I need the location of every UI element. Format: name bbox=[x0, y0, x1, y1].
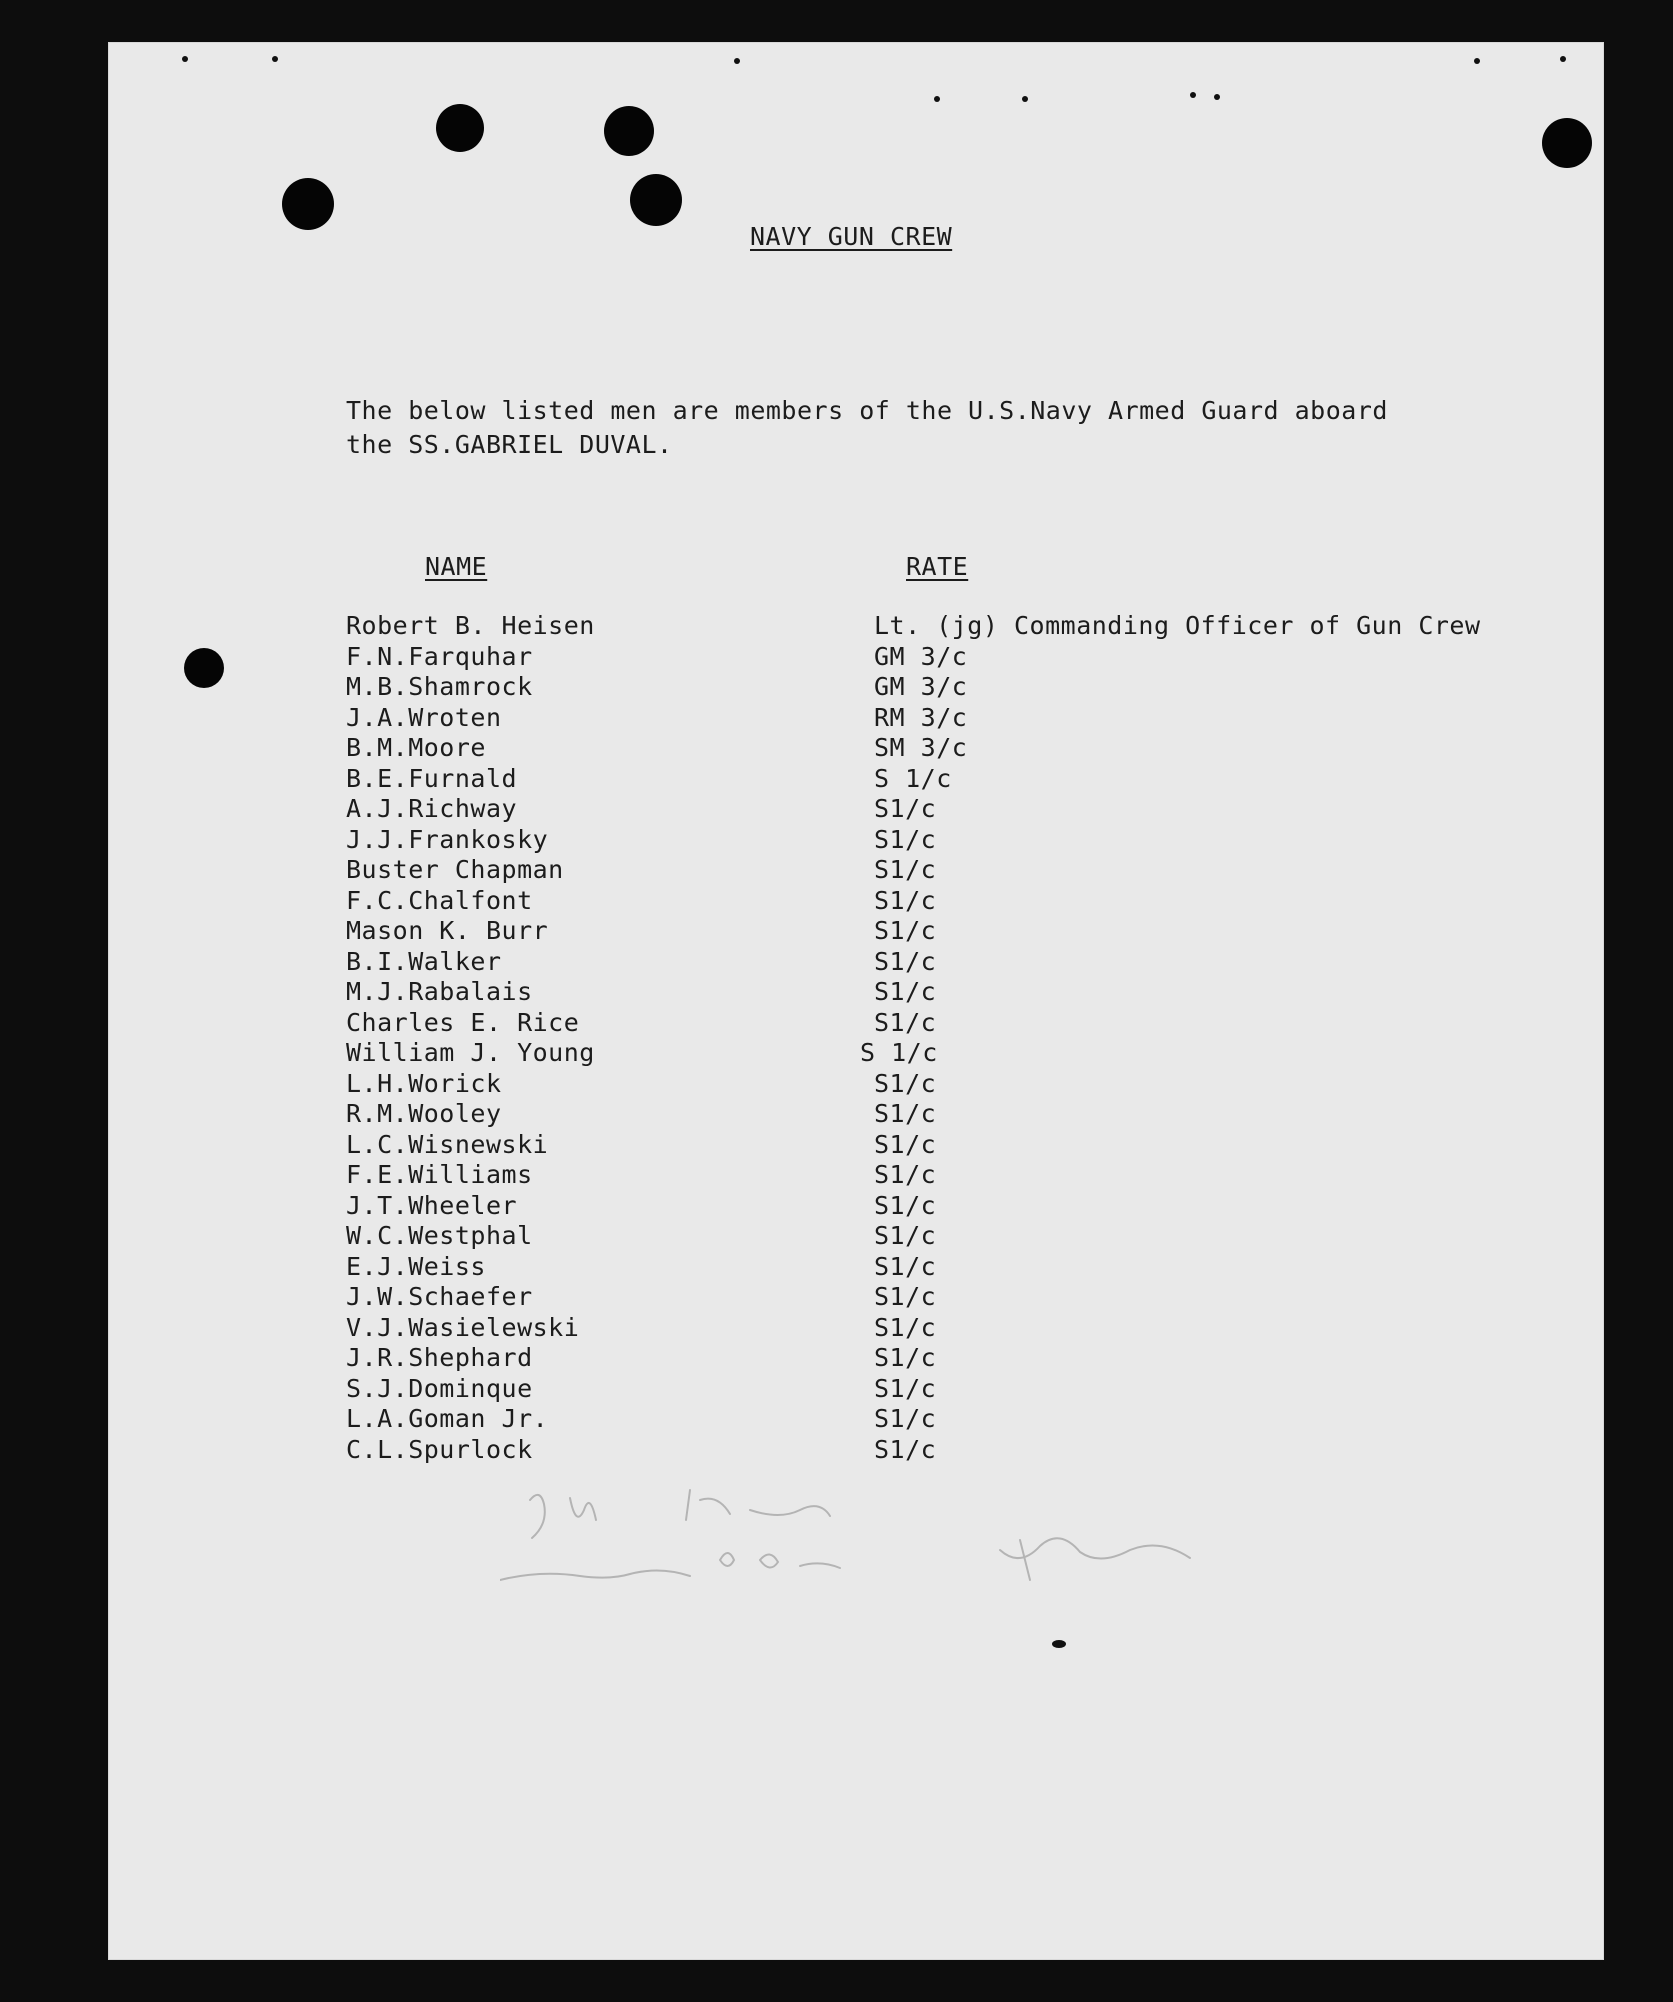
crew-rate: S1/c bbox=[874, 824, 937, 854]
crew-row bbox=[346, 1038, 1496, 1069]
crew-rate: S 1/c bbox=[860, 1038, 938, 1067]
crew-rate: S1/c bbox=[874, 885, 937, 915]
crew-name: S.J.Dominque bbox=[346, 1373, 533, 1403]
crew-name: M.J.Rabalais bbox=[346, 977, 533, 1006]
crew-rate: S1/c bbox=[874, 794, 937, 823]
crew-row bbox=[346, 947, 1496, 978]
crew-row bbox=[346, 1221, 1496, 1252]
crew-row bbox=[346, 916, 1496, 947]
crew-rate: S1/c bbox=[874, 855, 937, 884]
speck bbox=[272, 56, 278, 62]
crew-note: Commanding Officer of Gun Crew bbox=[1014, 611, 1481, 640]
crew-rate: RM 3/c bbox=[874, 702, 968, 732]
crew-name: B.E.Furnald bbox=[346, 763, 518, 793]
intro-line: The below listed men are members of the U.S.Navy Armed Guard aboard bbox=[346, 396, 1388, 425]
crew-row bbox=[346, 794, 1496, 825]
crew-name: J.T.Wheeler bbox=[346, 1190, 518, 1220]
crew-rate: S1/c bbox=[874, 1068, 937, 1098]
speck bbox=[1022, 96, 1028, 102]
pencil-annotation bbox=[500, 1480, 1260, 1600]
punch-hole bbox=[184, 648, 224, 688]
crew-row bbox=[346, 825, 1496, 856]
crew-name: B.M.Moore bbox=[346, 733, 486, 762]
crew-name: L.A.Goman Jr. bbox=[346, 1404, 549, 1433]
crew-rate: SM 3/c bbox=[874, 733, 968, 762]
speck bbox=[734, 58, 740, 64]
crew-name: M.B.Shamrock bbox=[346, 672, 533, 701]
speck bbox=[1190, 92, 1196, 98]
punch-hole bbox=[436, 104, 484, 152]
crew-name: Charles E. Rice bbox=[346, 1007, 580, 1037]
punch-hole bbox=[282, 178, 334, 230]
crew-name: F.C.Chalfont bbox=[346, 885, 533, 915]
crew-row bbox=[346, 703, 1496, 734]
crew-name: A.J.Richway bbox=[346, 794, 518, 823]
crew-rate: S1/c bbox=[874, 946, 937, 976]
intro-line: the SS.GABRIEL DUVAL. bbox=[346, 430, 673, 459]
crew-row bbox=[346, 764, 1496, 795]
crew-name: Mason K. Burr bbox=[346, 916, 549, 945]
punch-hole bbox=[1542, 118, 1592, 168]
crew-rate: S1/c bbox=[874, 977, 937, 1006]
crew-name: J.R.Shephard bbox=[346, 1343, 533, 1372]
crew-rate: S1/c bbox=[874, 1160, 937, 1189]
crew-row bbox=[346, 977, 1496, 1008]
column-header-rate: RATE bbox=[906, 552, 969, 581]
crew-name: V.J.Wasielewski bbox=[346, 1312, 580, 1342]
crew-row bbox=[346, 1435, 1496, 1466]
crew-name: E.J.Weiss bbox=[346, 1251, 486, 1281]
speck bbox=[934, 96, 940, 102]
crew-row bbox=[346, 855, 1496, 886]
speck bbox=[1214, 94, 1220, 100]
crew-rate: S1/c bbox=[874, 1190, 937, 1220]
crew-row bbox=[346, 1069, 1496, 1100]
speck bbox=[1474, 58, 1480, 64]
speck bbox=[1052, 1640, 1066, 1648]
crew-name: L.H.Worick bbox=[346, 1068, 502, 1098]
crew-rate: S1/c bbox=[874, 1434, 937, 1464]
crew-row bbox=[346, 886, 1496, 917]
crew-row bbox=[346, 1008, 1496, 1039]
punch-hole bbox=[604, 106, 654, 156]
crew-name: Robert B. Heisen bbox=[346, 611, 595, 640]
crew-rate: S1/c bbox=[874, 916, 937, 945]
crew-rate: S1/c bbox=[874, 1312, 937, 1342]
crew-name: William J. Young bbox=[346, 1038, 595, 1067]
crew-name: J.A.Wroten bbox=[346, 702, 502, 732]
crew-name: J.W.Schaefer bbox=[346, 1282, 533, 1311]
crew-row bbox=[346, 1343, 1496, 1374]
crew-rate: S1/c bbox=[874, 1343, 937, 1372]
crew-row bbox=[346, 1374, 1496, 1405]
crew-name: F.N.Farquhar bbox=[346, 641, 533, 671]
crew-rate: S1/c bbox=[874, 1251, 937, 1281]
column-header-name: NAME bbox=[425, 552, 488, 581]
crew-row bbox=[346, 1282, 1496, 1313]
crew-name: B.I.Walker bbox=[346, 946, 502, 976]
crew-list bbox=[346, 611, 1496, 1465]
crew-row bbox=[346, 1160, 1496, 1191]
speck bbox=[1560, 56, 1566, 62]
crew-name: Buster Chapman bbox=[346, 855, 564, 884]
crew-row bbox=[346, 1313, 1496, 1344]
crew-rate: S1/c bbox=[874, 1282, 937, 1311]
punch-hole bbox=[630, 174, 682, 226]
crew-row bbox=[346, 642, 1496, 673]
crew-name: L.C.Wisnewski bbox=[346, 1129, 549, 1159]
crew-row bbox=[346, 1191, 1496, 1222]
crew-name: J.J.Frankosky bbox=[346, 824, 549, 854]
crew-rate: S1/c bbox=[874, 1373, 937, 1403]
crew-rate: GM 3/c bbox=[874, 641, 968, 671]
crew-name: C.L.Spurlock bbox=[346, 1434, 533, 1464]
crew-name: R.M.Wooley bbox=[346, 1099, 502, 1128]
crew-rate: S1/c bbox=[874, 1221, 937, 1250]
crew-rate: S1/c bbox=[874, 1404, 937, 1433]
crew-row bbox=[346, 1130, 1496, 1161]
crew-row bbox=[346, 1252, 1496, 1283]
crew-row bbox=[346, 733, 1496, 764]
crew-row bbox=[346, 1099, 1496, 1130]
crew-name: F.E.Williams bbox=[346, 1160, 533, 1189]
crew-row bbox=[346, 672, 1496, 703]
crew-rate: S 1/c bbox=[874, 763, 952, 793]
crew-name: W.C.Westphal bbox=[346, 1221, 533, 1250]
crew-rate: S1/c bbox=[874, 1129, 937, 1159]
crew-rate: S1/c bbox=[874, 1099, 937, 1128]
document-title: NAVY GUN CREW bbox=[750, 222, 953, 251]
crew-row bbox=[346, 611, 1496, 642]
speck bbox=[182, 56, 188, 62]
crew-rate: Lt. (jg) bbox=[874, 611, 999, 640]
crew-rate: GM 3/c bbox=[874, 672, 968, 701]
intro-paragraph bbox=[346, 394, 1388, 462]
crew-rate: S1/c bbox=[874, 1007, 937, 1037]
crew-row bbox=[346, 1404, 1496, 1435]
